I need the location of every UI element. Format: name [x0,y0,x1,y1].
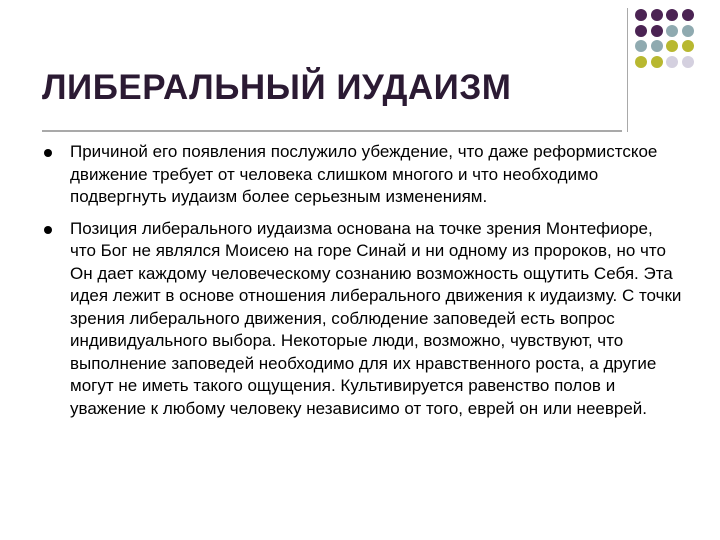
bullet-dot-icon [44,226,52,234]
bullet-text-2: Позиция либерального иудаизма основана на точке зрения Монтефиоре, что Бог не являлся Моисею на горе Синай и ни одному из пророков, но что Он дает каждому человеческому сознанию возможность ощутить Себя. Эта идея лежит в основе отношения либерального движения к иудаизму. С точки зрения либерального движения, соблюдение заповедей есть вопрос индивидуального выбора. Некоторые люди, возможно, чувствуют, что выполнение заповедей необходимо для их нравственного роста, а другие могут не иметь такого ощущения. Культивируется равенство полов и уважение к любому человеку независимо от того, еврей он или нееврей. [70,218,682,418]
bullet-text-1: Причиной его появления послужило убеждение, что даже реформистское движение требует от человека слишком многого и что необходимо подвергнуть иудаизм более серьезным изменениям. [70,142,658,206]
decorative-dot [651,40,663,52]
decorative-dot [651,56,663,68]
decorative-dot [682,25,694,37]
decorative-dot [635,25,647,37]
decorative-dot [666,25,678,37]
decorative-dot [666,40,678,52]
bullet-item-2 [42,218,682,421]
title-divider [42,130,622,132]
decorative-dot [635,9,647,21]
decorative-dot [635,40,647,52]
decorative-dot [635,56,647,68]
decorative-dot [666,9,678,21]
slide-title: ЛИБЕРАЛЬНЫЙ ИУДАИЗМ [42,68,512,107]
decorative-dot [651,9,663,21]
decorative-dot [682,56,694,68]
decorative-dot [666,56,678,68]
bullet-item-1 [42,141,682,209]
bullet-dot-icon [44,149,52,157]
decorative-dot [682,40,694,52]
decorative-dot [651,25,663,37]
decorative-dot [682,9,694,21]
decorative-vertical-line [627,8,628,132]
bullet-list [42,141,682,429]
